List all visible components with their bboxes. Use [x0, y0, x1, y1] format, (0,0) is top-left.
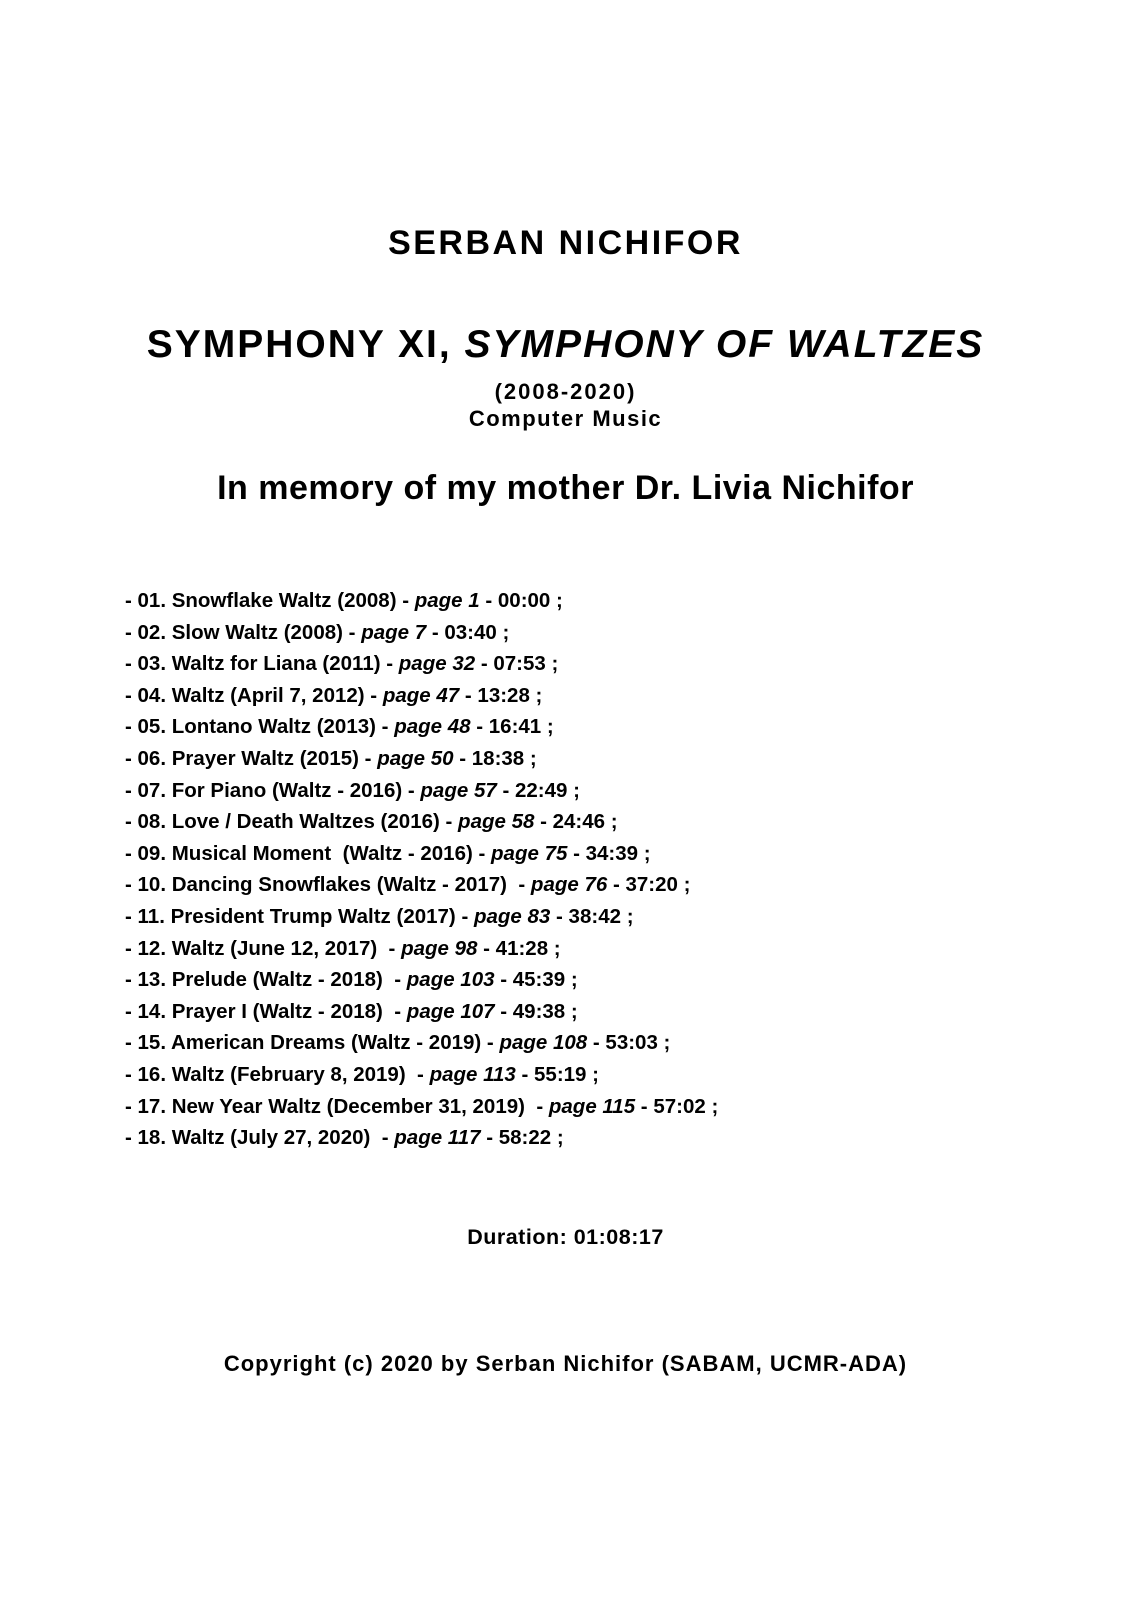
movement-time: - 34:39 ; [567, 841, 651, 865]
movement-time: - 41:28 ; [477, 936, 561, 960]
movement-page-ref: page 115 [548, 1094, 636, 1118]
movement-page-ref: page 98 [401, 936, 478, 960]
movement-label: - 12. Waltz (June 12, 2017) - [125, 936, 402, 960]
movement-time: - 22:49 ; [496, 778, 580, 802]
movement-list-item [125, 933, 718, 965]
copyright-notice: Copyright (c) 2020 by Serban Nichifor (SABAM, UCMR-ADA) [223, 1351, 908, 1376]
movement-time: - 03:40 ; [426, 620, 510, 644]
movement-list-item [125, 680, 718, 712]
medium-label: Computer Music [468, 406, 663, 431]
movement-list-item [125, 617, 718, 649]
movement-list-item [125, 1091, 718, 1123]
movement-time: - 55:19 ; [515, 1062, 599, 1086]
movement-label: - 11. President Trump Waltz (2017) - [125, 904, 474, 928]
movement-time: - 49:38 ; [494, 999, 578, 1023]
movement-page-ref: page 113 [429, 1062, 516, 1086]
movement-time: - 57:02 ; [635, 1094, 719, 1118]
movement-label: - 01. Snowflake Waltz (2008) - [125, 589, 415, 612]
movement-page-ref: page 75 [491, 841, 568, 865]
movement-list-item [125, 743, 718, 775]
movement-list-item [125, 964, 718, 996]
movement-label: - 13. Prelude (Waltz - 2018) - [125, 968, 407, 992]
movement-label: - 04. Waltz (April 7, 2012) - [125, 683, 383, 707]
symphony-title-italic: SYMPHONY OF WALTZES [464, 323, 985, 366]
movement-page-ref: page 48 [394, 715, 471, 739]
movement-label: - 06. Prayer Waltz (2015) - [125, 746, 378, 770]
movement-list-item [125, 711, 718, 743]
movement-page-ref: page 57 [420, 778, 497, 802]
movement-time: - 37:20 ; [607, 873, 691, 897]
movement-label: - 15. American Dreams (Waltz - 2019) - [125, 1031, 500, 1055]
movement-list [125, 585, 718, 1154]
movement-page-ref: page 107 [406, 999, 495, 1023]
movement-time: - 38:42 ; [550, 904, 634, 928]
movement-page-ref: page 32 [398, 652, 476, 676]
movement-label: - 10. Dancing Snowflakes (Waltz - 2017) - [125, 873, 531, 897]
movement-page-ref: page 47 [382, 683, 460, 707]
symphony-title-plain: SYMPHONY XI, [146, 323, 465, 366]
movement-time: - 53:03 ; [587, 1031, 671, 1055]
movement-page-ref: page 83 [473, 904, 551, 928]
movement-list-item [125, 1027, 718, 1059]
movement-time: - 00:00 ; [479, 589, 563, 612]
movement-list-item [125, 869, 718, 901]
movement-time: - 45:39 ; [494, 968, 578, 992]
symphony-title [0, 325, 1131, 364]
movement-page-ref: page 117 [394, 1126, 481, 1150]
movement-label: - 07. For Piano (Waltz - 2016) - [125, 778, 421, 802]
movement-page-ref: page 7 [361, 620, 427, 644]
dedication-text: In memory of my mother Dr. Livia Nichifor [217, 469, 914, 507]
movement-label: - 03. Waltz for Liana (2011) - [125, 652, 399, 676]
movement-list-item [125, 775, 718, 807]
movement-time: - 24:46 ; [534, 810, 618, 834]
total-duration: Duration: 01:08:17 [467, 1225, 664, 1249]
movement-label: - 08. Love / Death Waltzes (2016) - [125, 810, 459, 834]
movement-time: - 13:28 ; [459, 683, 543, 707]
movement-label: - 17. New Year Waltz (December 31, 2019) - [125, 1094, 549, 1118]
composition-years: (2008-2020) [494, 379, 637, 404]
movement-list-item [125, 996, 718, 1028]
movement-time: - 18:38 ; [453, 746, 537, 770]
movement-page-ref: page 76 [530, 873, 608, 897]
movement-time: - 07:53 ; [475, 652, 559, 676]
movement-label: - 05. Lontano Waltz (2013) - [125, 715, 395, 739]
movement-list-item [125, 1059, 718, 1091]
movement-list-item [125, 1122, 718, 1154]
movement-label: - 02. Slow Waltz (2008) - [125, 620, 362, 644]
movement-list-item [125, 901, 718, 933]
movement-label: - 14. Prayer I (Waltz - 2018) - [125, 999, 407, 1023]
movement-list-item [125, 806, 718, 838]
movement-page-ref: page 58 [458, 810, 535, 834]
movement-label: - 18. Waltz (July 27, 2020) - [125, 1126, 395, 1150]
movement-label: - 16. Waltz (February 8, 2019) - [125, 1062, 430, 1086]
movement-list-item [125, 585, 718, 617]
movement-page-ref: page 50 [377, 746, 454, 770]
movement-label: - 09. Musical Moment (Waltz - 2016) - [125, 841, 492, 865]
movement-time: - 16:41 ; [470, 715, 554, 739]
movement-page-ref: page 103 [406, 968, 495, 992]
composer-name: SERBAN NICHIFOR [388, 224, 743, 262]
movement-list-item [125, 838, 718, 870]
movement-page-ref: page 1 [414, 589, 480, 612]
movement-page-ref: page 108 [499, 1031, 588, 1055]
movement-time: - 58:22 ; [480, 1126, 564, 1150]
movement-list-item [125, 648, 718, 680]
